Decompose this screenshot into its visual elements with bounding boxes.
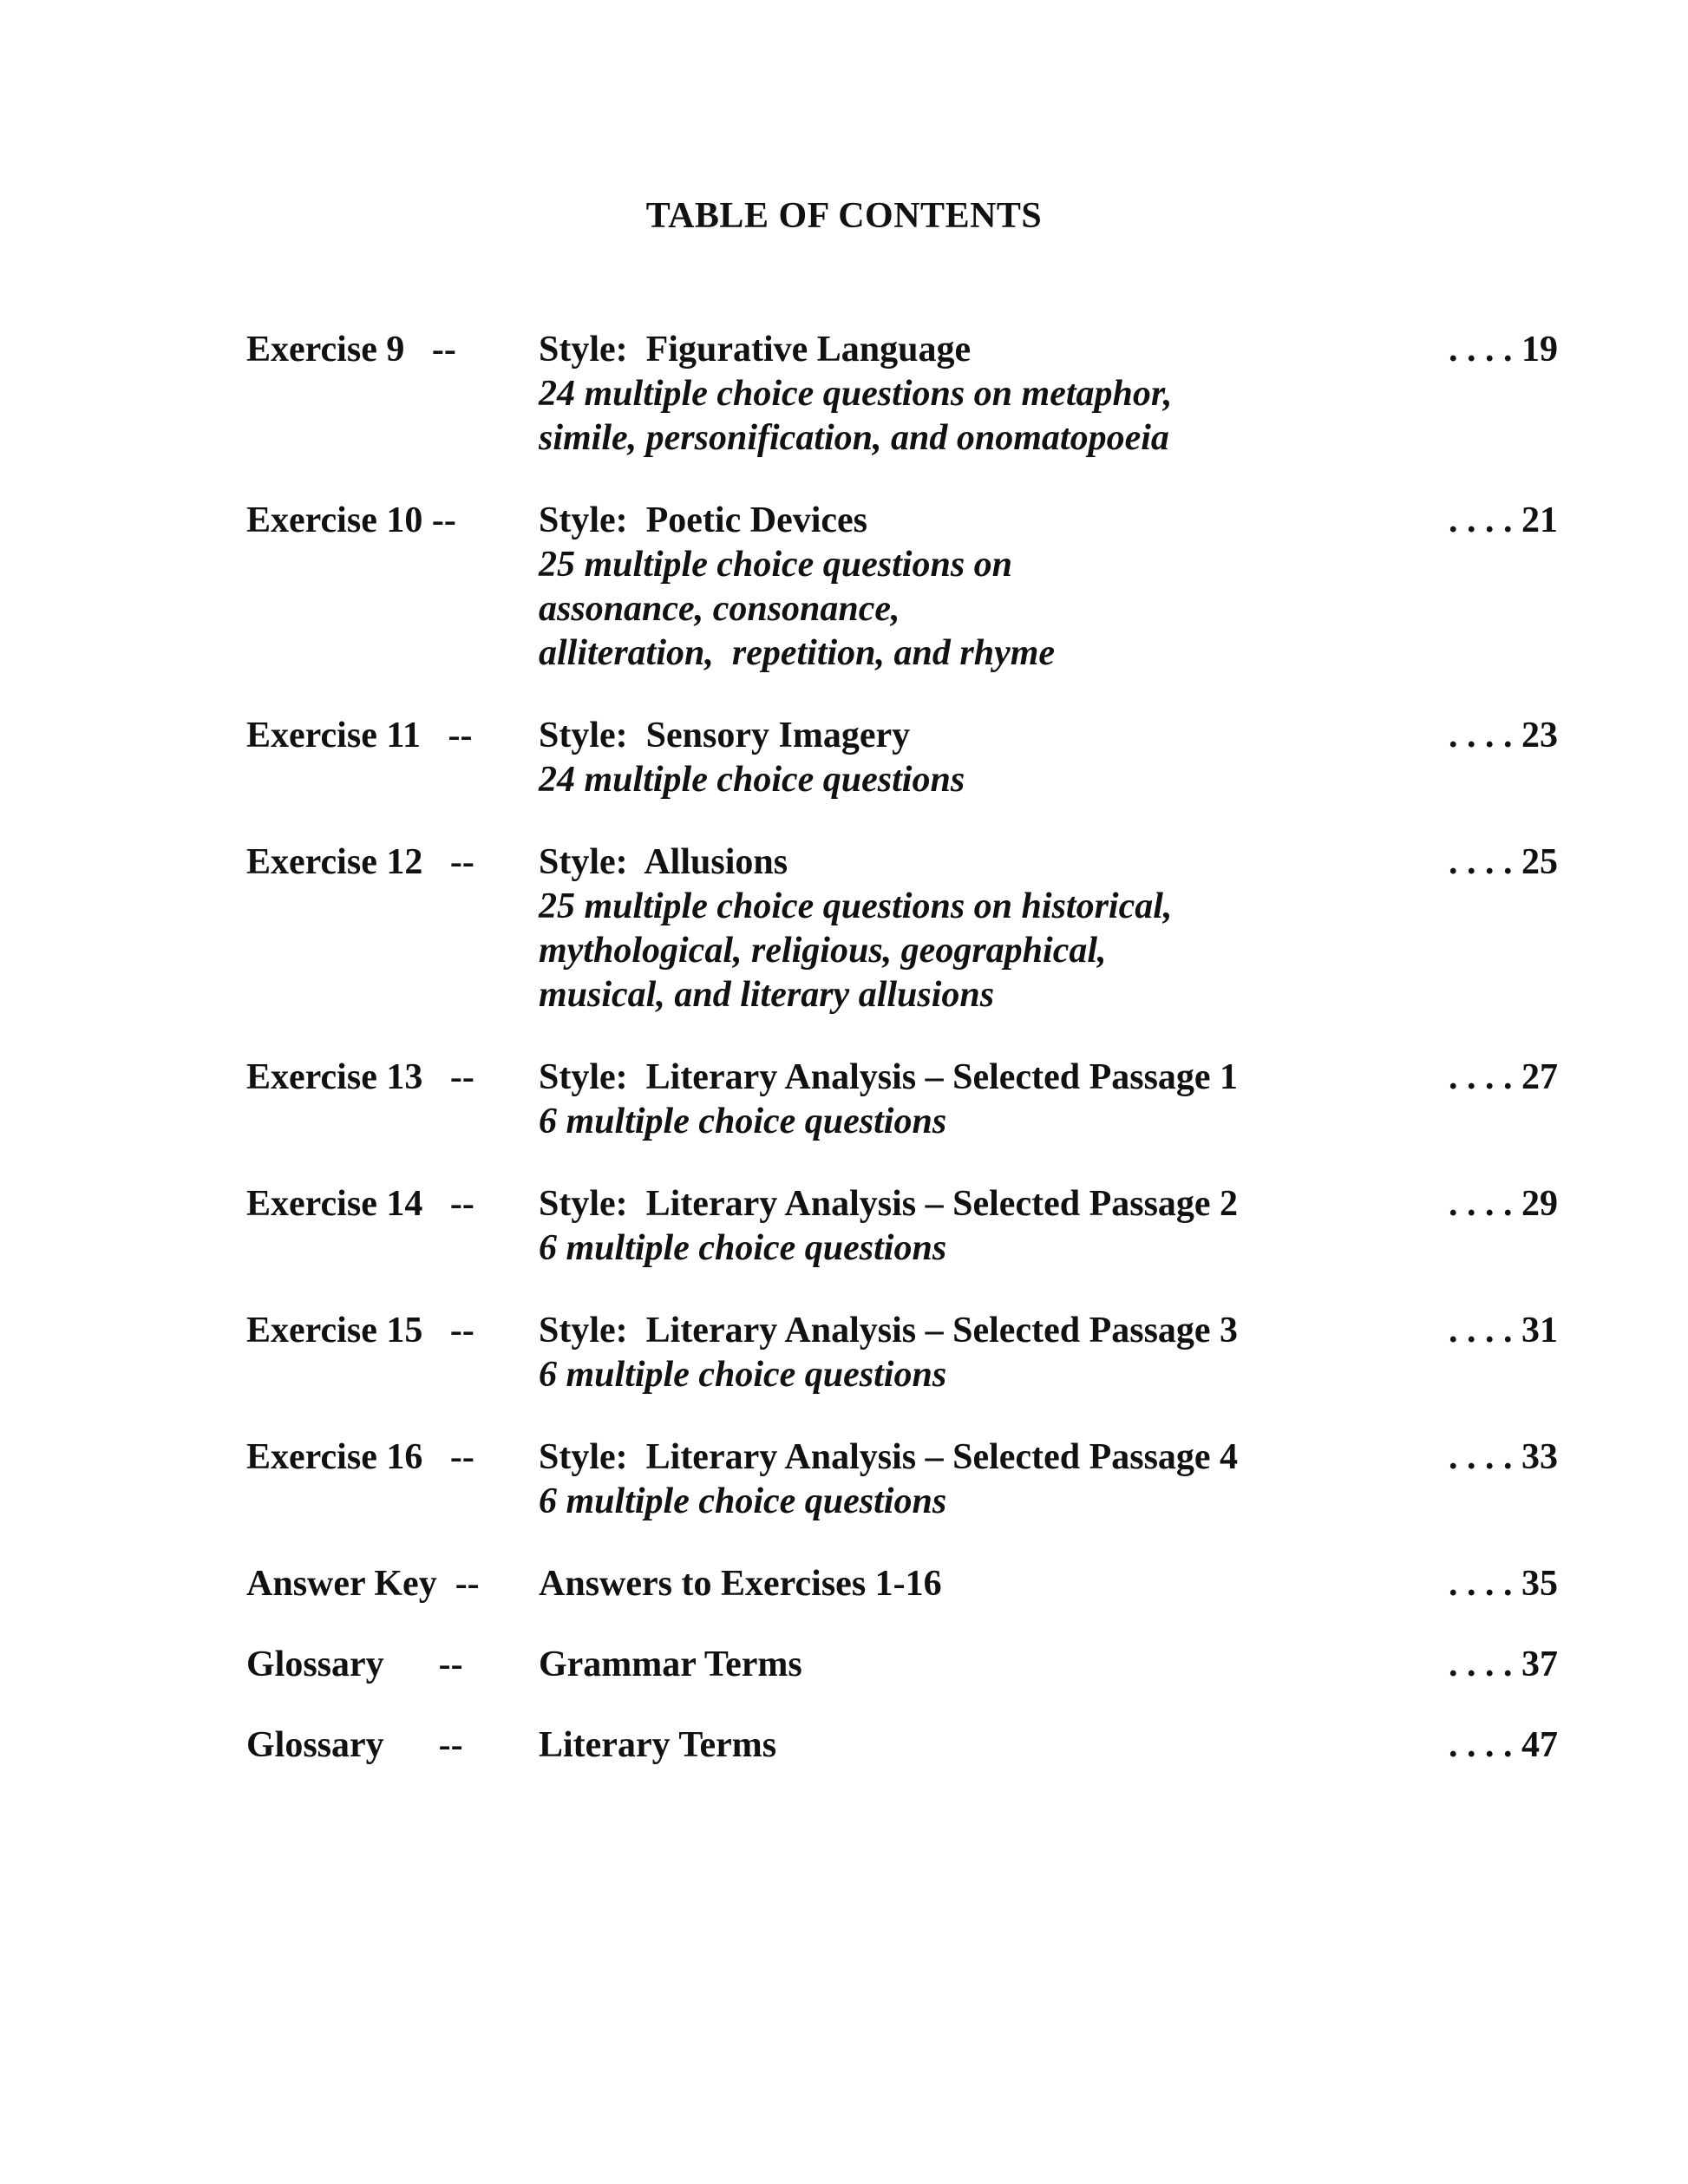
toc-entry-label: Exercise 14 -- (246, 1184, 474, 1224)
toc-entry-page-number: . . . . 19 (1449, 330, 1558, 369)
description-line: 25 multiple choice questions on historical, (539, 886, 1173, 926)
toc-entry-page-number: . . . . 27 (1449, 1057, 1558, 1097)
description-line: 6 multiple choice questions (539, 1481, 947, 1521)
toc-entry-description (539, 885, 1319, 1017)
description-line: 24 multiple choice questions on metaphor, (539, 374, 1173, 414)
toc-entry-heading: Style: Poetic Devices (539, 500, 868, 540)
toc-entry[interactable] (246, 328, 1565, 461)
toc-entry-label: Exercise 12 -- (246, 842, 474, 882)
toc-entry-heading: Style: Allusions (539, 842, 788, 882)
toc-entry-page-number: . . . . 23 (1449, 716, 1558, 755)
toc-entry-description (539, 1480, 1319, 1524)
page-title: TABLE OF CONTENTS (645, 196, 1043, 236)
toc-entry-heading: Grammar Terms (539, 1645, 802, 1684)
toc-entry[interactable] (246, 1562, 1565, 1606)
toc-entry[interactable] (246, 1723, 1565, 1768)
toc-entry-label: Exercise 16 -- (246, 1437, 474, 1477)
toc-entry[interactable] (246, 1056, 1565, 1144)
toc-entry-page-number: . . . . 47 (1449, 1725, 1558, 1765)
toc-entry[interactable] (246, 1435, 1565, 1524)
toc-entry-heading: Style: Literary Analysis – Selected Passage 3 (539, 1311, 1239, 1350)
toc-entry-heading: Literary Terms (539, 1725, 777, 1765)
description-line: alliteration, repetition, and rhyme (539, 633, 1056, 673)
toc-entry-label: Glossary -- (246, 1645, 463, 1684)
toc-entry[interactable] (246, 714, 1565, 802)
toc-entry-description (539, 1353, 1319, 1397)
toc-entry[interactable] (246, 1309, 1565, 1397)
toc-entry-label: Glossary -- (246, 1725, 463, 1765)
toc-entry[interactable] (246, 1643, 1565, 1687)
toc-entry-page-number: . . . . 31 (1449, 1311, 1558, 1350)
toc-entry-description (539, 543, 1319, 676)
toc-entry-description (539, 1226, 1319, 1271)
toc-entry-label: Exercise 11 -- (246, 716, 473, 755)
toc-entry-heading: Style: Figurative Language (539, 330, 972, 369)
toc-entry[interactable] (246, 499, 1565, 676)
table-of-contents (246, 328, 1565, 1804)
toc-entry-label: Exercise 10 -- (246, 500, 456, 540)
toc-entry-page-number: . . . . 33 (1449, 1437, 1558, 1477)
toc-entry-page-number: . . . . 37 (1449, 1645, 1558, 1684)
description-line: 6 multiple choice questions (539, 1228, 947, 1268)
toc-entry-description (539, 372, 1319, 461)
toc-entry-heading: Style: Sensory Imagery (539, 716, 911, 755)
toc-entry-heading: Answers to Exercises 1-16 (539, 1564, 942, 1604)
description-line: 24 multiple choice questions (539, 760, 965, 800)
toc-entry-heading: Style: Literary Analysis – Selected Passage 1 (539, 1057, 1239, 1097)
description-line: musical, and literary allusions (539, 975, 995, 1015)
toc-entry-description (539, 1100, 1319, 1144)
toc-entry-page-number: . . . . 21 (1449, 500, 1558, 540)
toc-entry-description (539, 758, 1319, 802)
description-line: mythological, religious, geographical, (539, 931, 1107, 971)
toc-entry-page-number: . . . . 29 (1449, 1184, 1558, 1224)
toc-entry[interactable] (246, 1182, 1565, 1271)
toc-entry-heading: Style: Literary Analysis – Selected Passage 2 (539, 1184, 1239, 1224)
description-line: simile, personification, and onomatopoeia (539, 418, 1169, 458)
description-line: 6 multiple choice questions (539, 1355, 947, 1395)
description-line: 6 multiple choice questions (539, 1102, 947, 1141)
toc-entry-heading: Style: Literary Analysis – Selected Passage 4 (539, 1437, 1239, 1477)
toc-entry-label: Exercise 13 -- (246, 1057, 474, 1097)
toc-entry-page-number: . . . . 25 (1449, 842, 1558, 882)
toc-entry-page-number: . . . . 35 (1449, 1564, 1558, 1604)
toc-entry-label: Answer Key -- (246, 1564, 480, 1604)
toc-entry-label: Exercise 15 -- (246, 1311, 474, 1350)
toc-entry[interactable] (246, 840, 1565, 1017)
toc-entry-label: Exercise 9 -- (246, 330, 456, 369)
description-line: 25 multiple choice questions on (539, 545, 1013, 585)
description-line: assonance, consonance, (539, 589, 900, 629)
